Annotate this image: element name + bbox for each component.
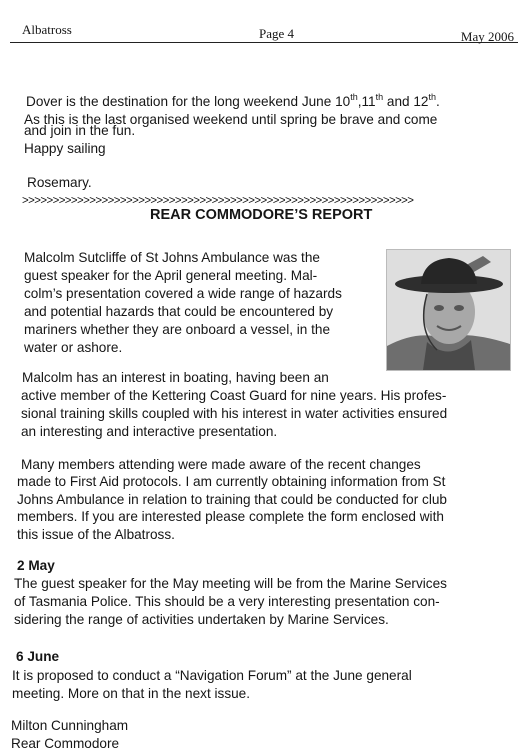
intro-line-1: Dover is the destination for the long weekend June 10th,11th and 12th. [26, 92, 440, 109]
section-divider: >>>>>>>>>>>>>>>>>>>>>>>>>>>>>>>>>>>>>>>>>>>>>>>>>>>>>>>>>>>>>>>> [22, 195, 414, 207]
june-line-1: It is proposed to conduct a “Navigation Forum” at the June general [12, 668, 412, 683]
para2-line-3: sional training skills coupled with his interest in water activities ensured [21, 406, 448, 421]
may-line-1: The guest speaker for the May meeting will be from the Marine Services [14, 576, 447, 591]
report-title: REAR COMMODORE’S REPORT [150, 207, 373, 223]
intro-signature: Rosemary. [27, 175, 92, 190]
publication-name: Albatross [22, 22, 72, 37]
issue-date: May 2006 [460, 29, 514, 44]
portrait-photo-icon [387, 250, 510, 370]
page-header [10, 16, 518, 43]
may-heading: 2 May [17, 558, 55, 573]
para3-line-3: Johns Ambulance in relation to training that could be conducted for club [17, 492, 447, 507]
para3-line-4: members. If you are interested please complete the form enclosed with [17, 509, 444, 524]
para1-line-4: and potential hazards that could be encountered by [24, 304, 334, 319]
para1-line-6: water or ashore. [24, 340, 123, 355]
june-heading: 6 June [16, 649, 60, 664]
june-line-2: meeting. More on that in the next issue. [12, 686, 251, 701]
page-number: Page 4 [259, 26, 295, 41]
intro-line-3: and join in the fun. [24, 123, 136, 138]
may-line-2: of Tasmania Police. This should be a very interesting presentation con- [14, 594, 440, 609]
may-line-3: sidering the range of activities undertaken by Marine Services. [14, 612, 389, 627]
speaker-photo [386, 249, 511, 371]
author-title: Rear Commodore [11, 736, 120, 751]
para1-line-5: mariners whether they are onboard a vessel, in the [24, 322, 331, 337]
intro-line-4: Happy sailing [24, 141, 106, 156]
intro-line-2: As this is the last organised weekend until spring be brave and come [24, 112, 438, 127]
para2-line-2: active member of the Kettering Coast Guard for nine years. His profes- [21, 388, 447, 403]
author-name: Milton Cunningham [11, 718, 129, 733]
para2-line-4: an interesting and interactive presentation. [21, 424, 278, 439]
para1-line-2: guest speaker for the April general meeting. Mal- [24, 268, 318, 283]
para1-line-3: colm’s presentation covered a wide range of hazards [24, 286, 342, 301]
para3-line-1: Many members attending were made aware of the recent changes [21, 457, 421, 472]
para2-line-1: Malcolm has an interest in boating, having been an [22, 370, 329, 385]
para3-line-5: this issue of the Albatross. [17, 527, 175, 542]
para3-line-2: made to First Aid protocols. I am currently obtaining information from St [17, 474, 446, 489]
para1-line-1: Malcolm Sutcliffe of St Johns Ambulance was the [24, 250, 320, 265]
